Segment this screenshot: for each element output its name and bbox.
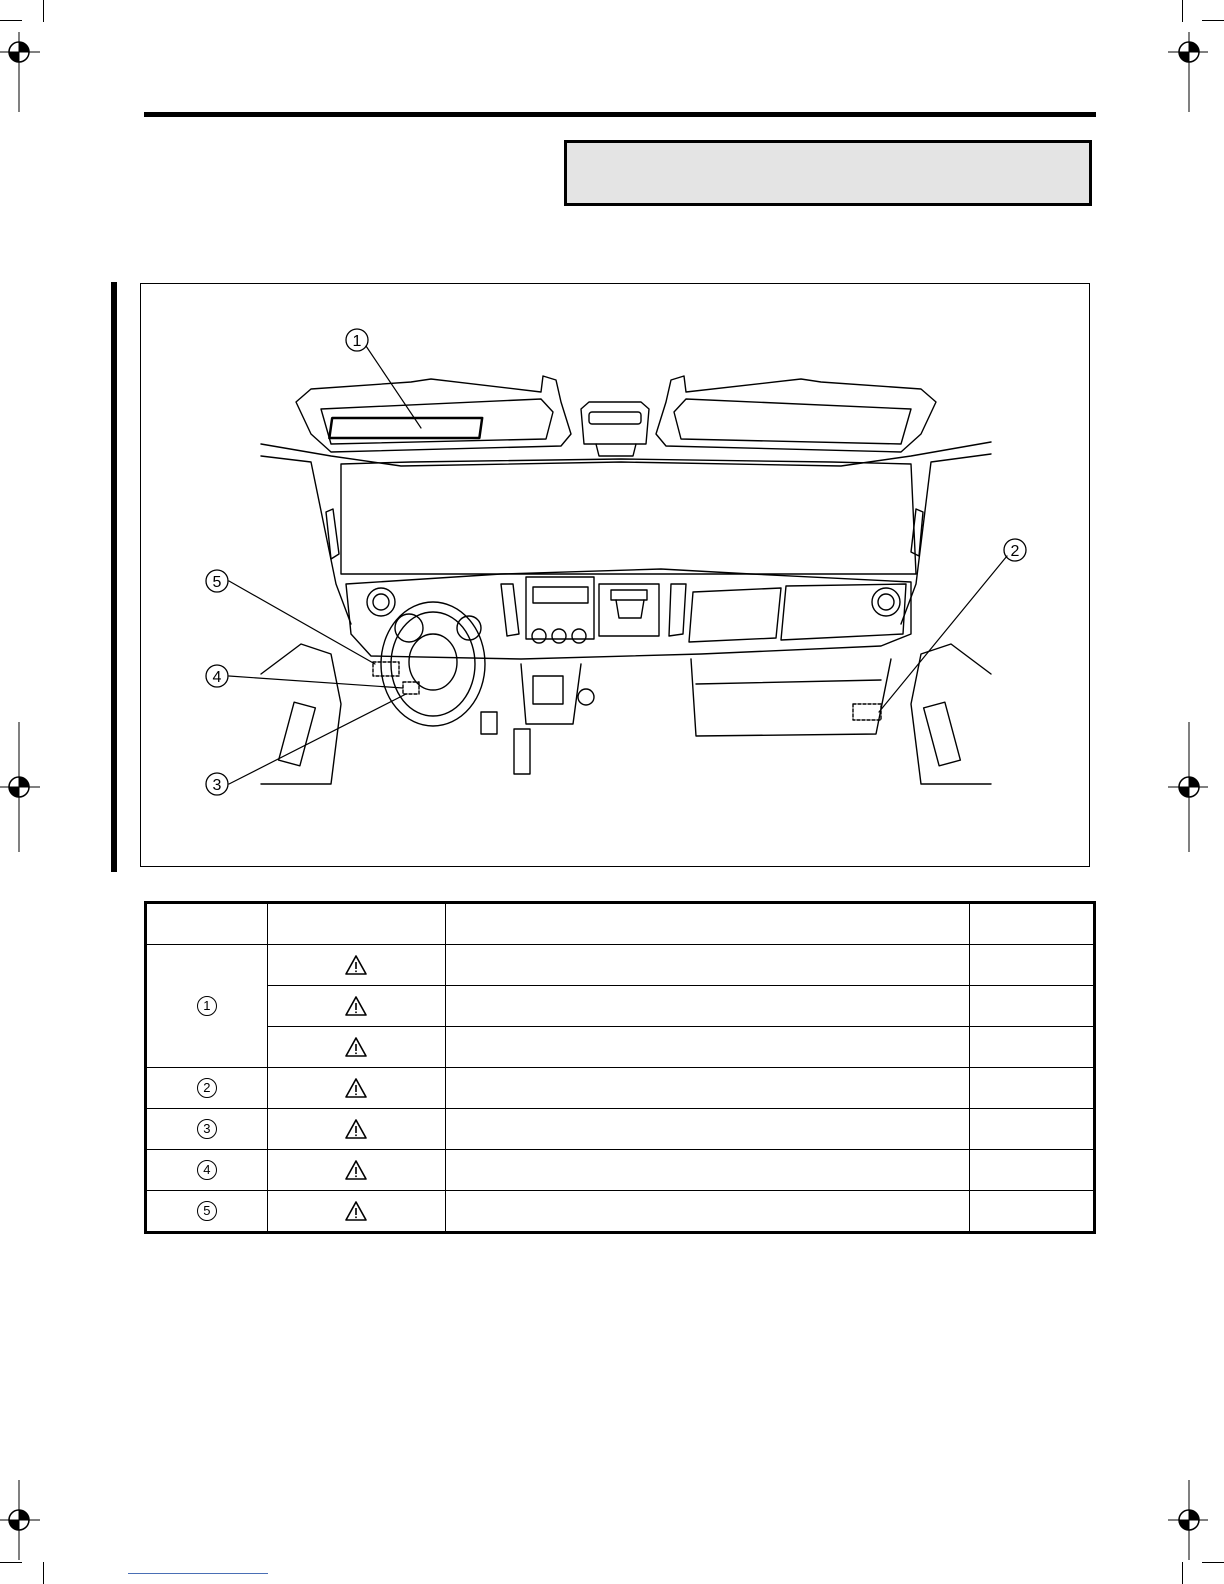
crop-mark [43,0,44,22]
accelerator-pedal [514,729,530,774]
audio-unit [599,584,659,636]
gear-shift [533,676,563,704]
page-cell [970,1027,1095,1068]
speedometer [395,614,423,642]
warning-triangle-icon [344,1159,368,1181]
header-rule [144,112,1096,117]
row-number-cell [146,945,268,1068]
row-number: 1 [197,996,217,1016]
crop-mark [0,1562,22,1563]
description-cell [446,1068,970,1109]
warning-triangle-icon [344,1077,368,1099]
glovebox [689,588,781,642]
warning-triangle-icon [344,995,368,1017]
header-cell [146,903,268,945]
table-row [146,945,1095,986]
cab-interior-illustration [141,284,1091,868]
dashboard [346,569,911,659]
windshield [341,459,916,574]
warning-triangle-icon [344,1036,368,1058]
crop-mark [1202,1562,1224,1563]
callout-label-2: 2 [1010,543,1020,560]
description-cell [446,1109,970,1150]
right-air-vent [872,588,900,616]
icon-cell [267,1109,445,1150]
row-number: 4 [197,1160,217,1180]
icon-cell [267,1150,445,1191]
registration-mark-icon [1168,722,1208,852]
section-title-box [564,140,1092,206]
table-row [146,1191,1095,1233]
row-number-cell [146,1109,268,1150]
row-number: 2 [197,1078,217,1098]
registration-mark-icon [1168,1480,1208,1560]
description-cell [446,1191,970,1233]
description-cell [446,1027,970,1068]
visor-label-outline [329,418,482,438]
warning-triangle-icon [344,1118,368,1140]
page-cell [970,1150,1095,1191]
table-row [146,986,1095,1027]
registration-mark-icon [1168,32,1208,112]
icon-cell [267,1191,445,1233]
left-air-vent [367,588,395,616]
table-row [146,1027,1095,1068]
row-number: 3 [197,1119,217,1139]
callout-label-5: 5 [212,574,222,591]
page-cell [970,1109,1095,1150]
description-cell [446,986,970,1027]
warning-triangle-icon [344,1200,368,1222]
table-header-row [146,903,1095,945]
header-cell [446,903,970,945]
row-number: 5 [197,1201,217,1221]
warning-label-table [144,901,1096,1234]
crop-mark [1182,0,1183,22]
crop-mark [0,20,22,21]
dome-light [581,402,649,444]
description-cell [446,945,970,986]
page-cell [970,945,1095,986]
icon-cell [267,1068,445,1109]
right-sun-visor [656,376,936,452]
registration-mark-icon [0,722,40,852]
footer-link-underline [128,1573,268,1574]
description-cell [446,1150,970,1191]
left-sun-visor [296,376,571,452]
row-number-cell [146,1191,268,1233]
row-number-cell [146,1068,268,1109]
header-cell [267,903,445,945]
page-cell [970,1191,1095,1233]
callout-label-3: 3 [212,777,222,794]
warning-triangle-icon [344,954,368,976]
table-row [146,1109,1095,1150]
icon-cell [267,945,445,986]
crop-mark [1202,20,1224,21]
page-cell [970,1068,1095,1109]
registration-mark-icon [0,32,40,112]
table-row [146,1150,1095,1191]
row-number-cell [146,1150,268,1191]
table-row [146,1068,1095,1109]
callout-label-1: 1 [352,333,362,350]
label-outline-5 [373,662,399,676]
icon-cell [267,1027,445,1068]
revision-bar [111,282,117,872]
icon-cell [267,986,445,1027]
brake-pedal [481,712,497,734]
registration-mark-icon [0,1480,40,1560]
cab-interior-figure [140,283,1090,867]
callout-label-4: 4 [212,669,222,686]
crop-mark [1182,1562,1183,1584]
header-cell [970,903,1095,945]
crop-mark [43,1562,44,1584]
page-cell [970,986,1095,1027]
hidden-label-outline [853,704,881,720]
